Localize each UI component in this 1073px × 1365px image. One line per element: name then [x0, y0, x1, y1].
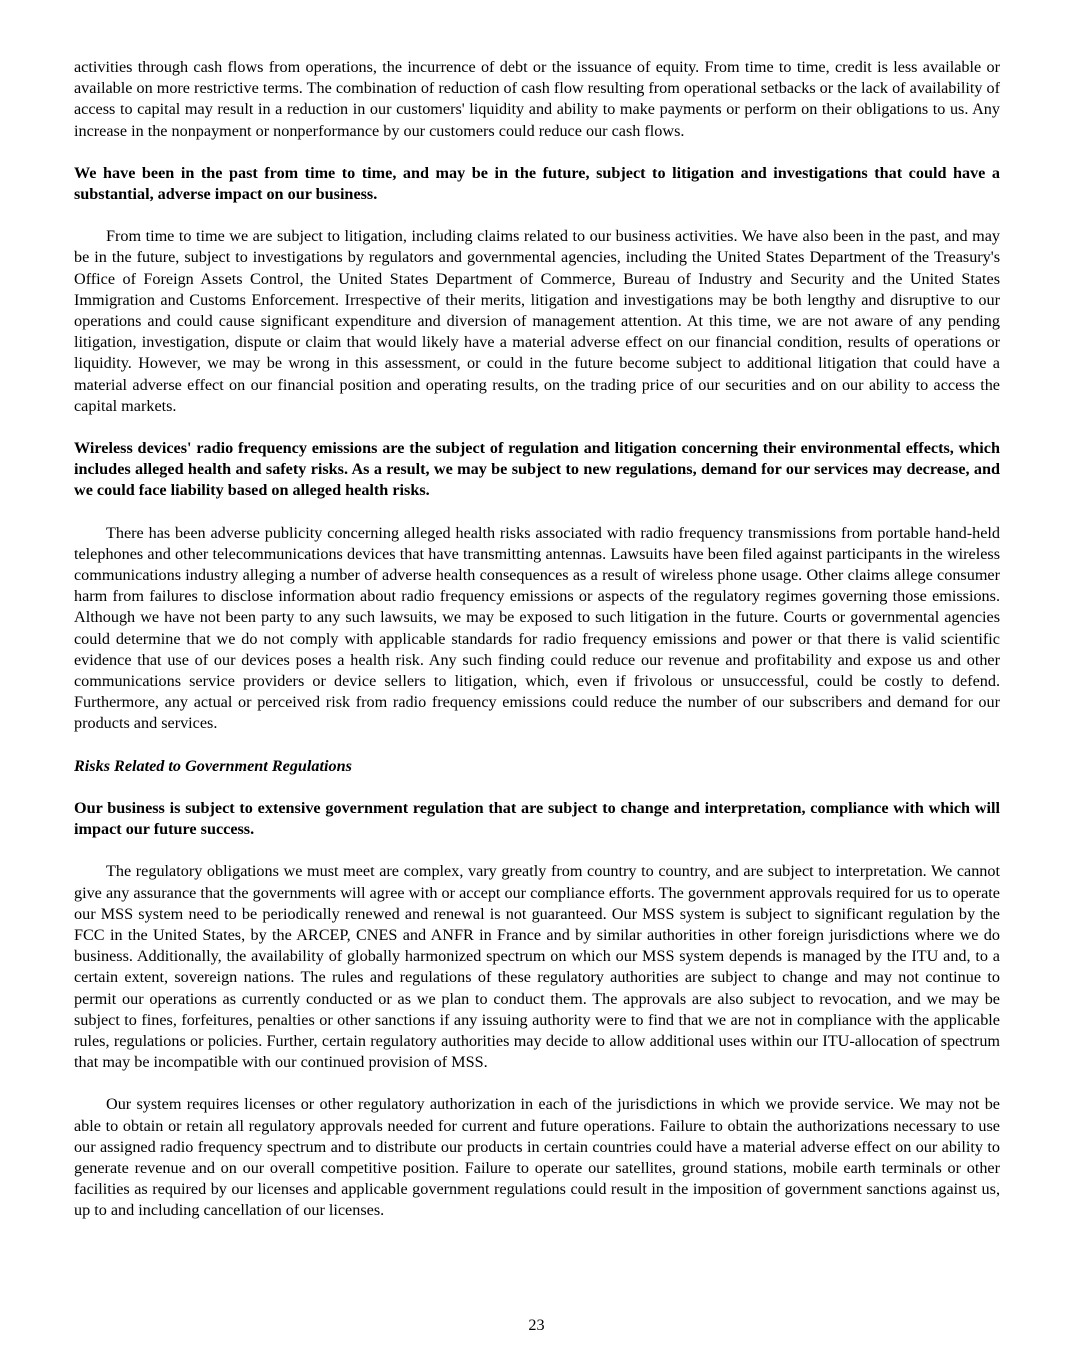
page-number: 23	[528, 1316, 545, 1334]
paragraph-regulatory-obligations: The regulatory obligations we must meet are complex, vary greatly from country to country, and are subject to interpretation. We cannot give any assurance that the governments will agree with or accept our compliance efforts. The government approvals required for us to operate our MSS system need to be periodically renewed and renewal is not guaranteed. Our MSS system is subject to significant regulation by the FCC in the United States, by the ARCEP, CNES and ANFR in France and by similar authorities in other foreign jurisdictions where we do business. Additionally, the availability of globally harmonized spectrum on which our MSS system depends is managed by the ITU and, to a certain extent, sovereign nations. The rules and regulations of these regulatory authorities are subject to change and may not continue to permit our operations as currently conducted or as we plan to conduct them. The approvals are also subject to revocation, and we may be subject to fines, forfeitures, penalties or other sanctions if any issuing authority were to find that we are not in compliance with the applicable rules, regulations or policies. Further, certain regulatory authorities may decide to allow additional uses within our ITU-allocation of spectrum that may be incompatible with our continued provision of MSS.	[74, 862, 1000, 1072]
section-heading-government-regulations: Risks Related to Government Regulations	[74, 756, 352, 775]
paragraph-radio-frequency: There has been adverse publicity concerning alleged health risks associated with radio frequency transmissions from portable hand-held telephones and other telecommunications devices that have transmitting antennas. Lawsuits have been filed against participants in the wireless communications industry alleging a number of adverse health consequences as a result of wireless phone usage. Other claims allege consumer harm from failures to disclose information about radio frequency emissions or aspects of the regulatory regimes governing those emissions. Although we have not been party to any such lawsuits, we may be exposed to such litigation in the future. Courts or governmental agencies could determine that we do not comply with applicable standards for radio frequency emissions and power or that there is valid scientific evidence that use of our devices poses a health risk. Any such finding could reduce our revenue and profitability and expose us and other communications service providers or device sellers to litigation, which, even if frivolous or unsuccessful, could be costly to defend. Furthermore, any actual or perceived risk from radio frequency emissions could reduce the number of our subscribers and demand for our products and services.	[74, 523, 1000, 733]
paragraph-cash-flows-continued: activities through cash flows from operations, the incurrence of debt or the issuance of equity. From time to time, credit is less available or available on more restrictive terms. The combination of reduction of cash flow resulting from operational setbacks or the lack of availability of access to capital may result in a reduction in our customers' liquidity and ability to make payments or perform on their obligations to us. Any increase in the nonpayment or nonperformance by our customers could reduce our cash flows.	[74, 58, 1000, 140]
paragraph-licenses: Our system requires licenses or other regulatory authorization in each of the jurisdictions in which we provide service. We may not be able to obtain or retain all regulatory approvals needed for current and future operations. Failure to obtain the authorizations necessary to use our assigned radio frequency spectrum and to distribute our products in certain countries could have a material adverse effect on our ability to generate revenue and on our overall competitive position. Failure to operate our satellites, ground stations, mobile earth terminals or other facilities as required by our licenses and applicable government regulations could result in the imposition of government sanctions against us, up to and including cancellation of our licenses.	[74, 1095, 1000, 1220]
heading-regulation-risk: Our business is subject to extensive government regulation that are subject to change and interpretation, compliance with which will impact our future success.	[74, 798, 1000, 839]
heading-radio-frequency-risk: Wireless devices' radio frequency emissions are the subject of regulation and litigation concerning their environmental effects, which includes alleged health and safety risks. As a result, we may be subject to new regulations, demand for our services may decrease, and we could face liability based on alleged health risks.	[74, 439, 1000, 500]
heading-litigation-risk: We have been in the past from time to time, and may be in the future, subject to litigation and investigations that could have a substantial, adverse impact on our business.	[74, 163, 1000, 204]
paragraph-litigation: From time to time we are subject to litigation, including claims related to our business activities. We have also been in the past, and may be in the future, subject to investigations by regulators and governmental agencies, including the United States Department of the Treasury's Office of Foreign Assets Control, the United States Department of Commerce, Bureau of Industry and Security and the United States Immigration and Customs Enforcement. Irrespective of their merits, litigation and investigations may be both lengthy and disruptive to our operations and could cause significant expenditure and diversion of management attention. At this time, we are not aware of any pending litigation, investigation, dispute or claim that would likely have a material adverse effect on our financial condition, results of operations or liquidity. However, we may be wrong in this assessment, or could in the future become subject to additional litigation that could have a material adverse effect on our financial position and operating results, on the trading price of our securities and on our ability to access the capital markets.	[74, 227, 1000, 415]
document-page	[74, 57, 1000, 1243]
